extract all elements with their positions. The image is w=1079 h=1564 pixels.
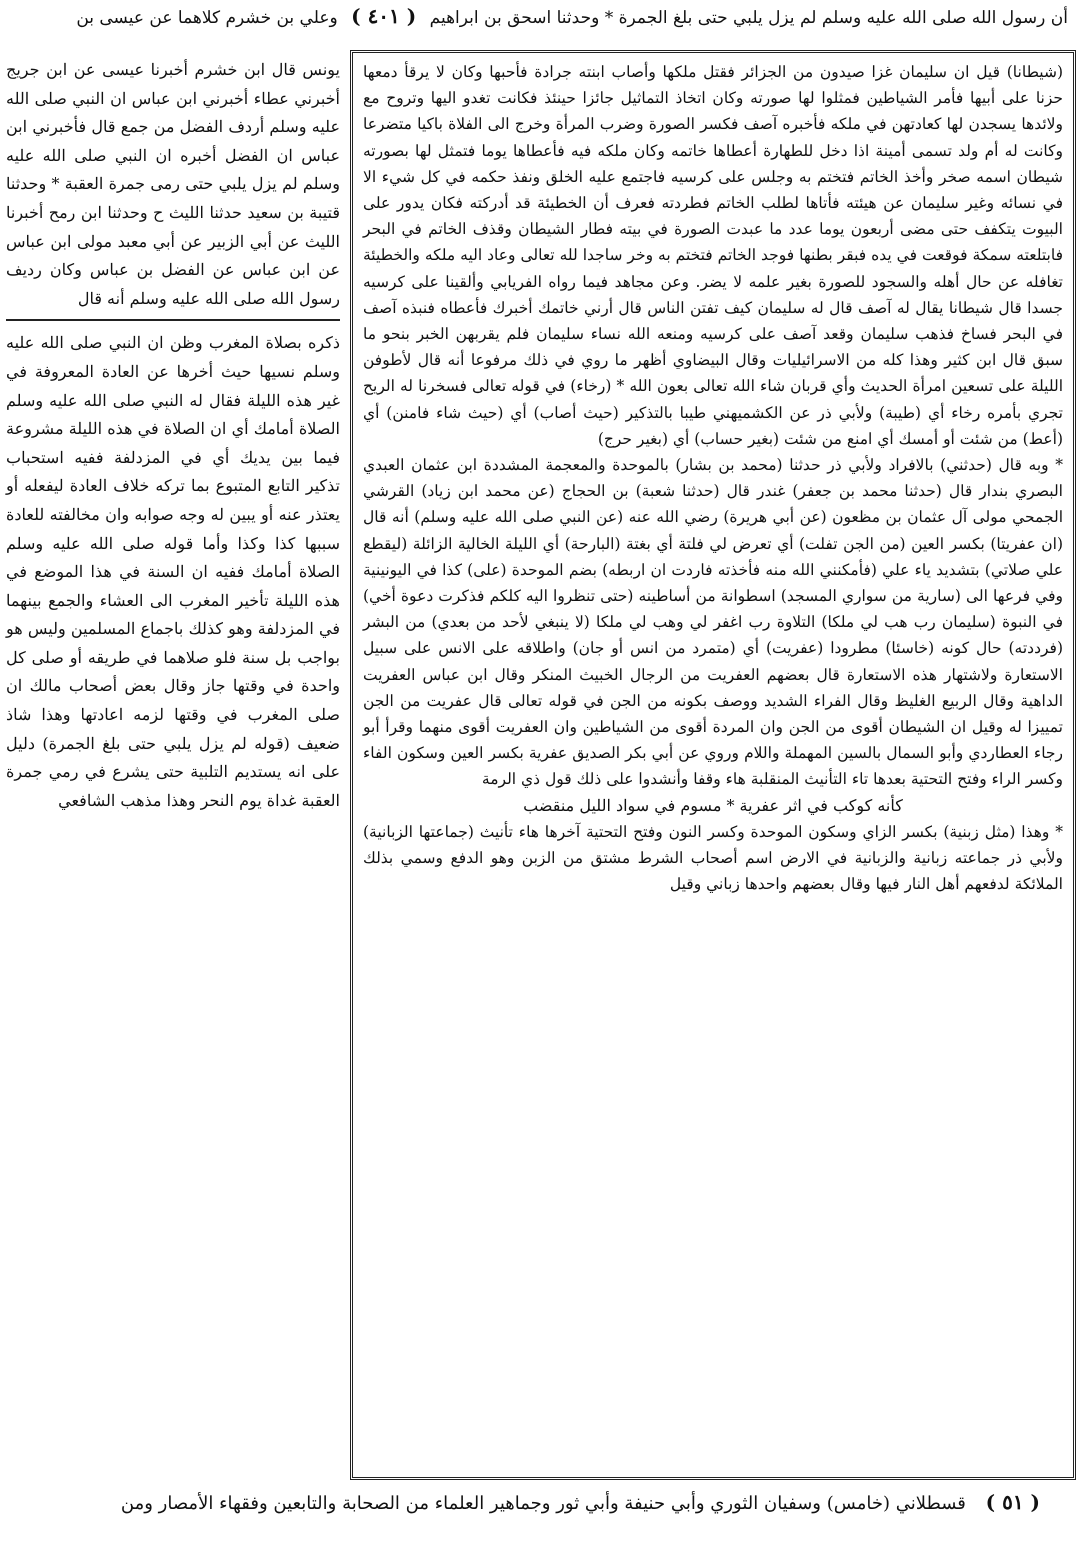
header-hadith-tail: وعلي بن خشرم كلاهما عن عيسى بن: [76, 8, 338, 28]
header-hadith-line: أن رسول الله صلى الله عليه وسلم لم يزل يلبي حتى بلغ الجمرة * وحدثنا اسحق بن ابراهيم: [429, 8, 1068, 28]
nawawi-commentary: ذكره بصلاة المغرب وظن ان النبي صلى الله عليه وسلم نسيها حيث أخرها عن العادة المعروفة في غير هذه الليلة فقال له النبي صلى الله عليه وسلم الصلاة أمامك أي ان الصلاة في هذه الليلة مشروعة فيما بين يديك أي في المزدلفة ففيه استحباب تذكير التابع المتبوع بما تركه خلاف العادة ليفعله أو يعتذر عنه أو يبين له وجه صوابه وان مخالفته للعادة سببها كذا وكذا وأما قوله صلى الله عليه وسلم الصلاة أمامك ففيه ان السنة في هذا الموضع في هذه الليلة تأخير المغرب الى العشاء والجمع بينهما في المزدلفة وهو كذلك باجماع المسلمين وليس هو بواجب بل سنة فلو صلاهما في طريقه أو صلى كل واحدة في وقتها جاز وقال بعض أصحاب مالك ان صلى المغرب في وقتها لزمه اعادتها وهذا شاذ ضعيف (قوله لم يزل يلبي حتى بلغ الجمرة) دليل على انه يستديم التلبية حتى يشرع في رمي جمرة العقبة غداة يوم النحر وهذا مذهب الشافعي: [6, 333, 340, 810]
footer-book-name: قسطلاني: [895, 1493, 966, 1514]
commentary-paragraph: * وهذا (مثل زبنية) بكسر الزاي وسكون الموحدة وكسر النون وفتح التحتية آخرها هاء تأنيث (جماعتها الزبانية) ولأبي ذر جماعته زبانية والزبانية في الارض اسم أصحاب الشرط مشتق من الزبن وهو الدفع وسمي بذلك الملائكة لدفعهم أهل النار فيها وقال بعضهم واحدها زباني وقيل: [363, 822, 1063, 894]
page-footer: [40, 1490, 1040, 1530]
commentary-frame: [350, 50, 1076, 1480]
hadith-text: يونس قال ابن خشرم أخبرنا عيسى عن ابن جريج أخبرني عطاء أخبرني ابن عباس ان النبي صلى الله عليه وسلم أردف الفضل من جمع قال فأخبرني ابن عباس ان الفضل أخبره ان النبي صلى الله عليه وسلم لم يزل يلبي حتى رمى جمرة العقبة * وحدثنا قتيبة بن سعيد حدثنا الليث ح وحدثنا ابن رمح أخبرنا الليث عن أبي الزبير عن أبي معبد مولى ابن عباس عن ابن عباس عن الفضل بن عباس وكان رديف رسول الله صلى الله عليه وسلم أنه قال: [6, 60, 340, 308]
commentary-paragraph: * وبه قال (حدثني) بالافراد ولأبي ذر حدثنا (محمد بن بشار) بالموحدة والمعجمة المشددة ابن عثمان العبدي البصري بندار قال (حدثنا محمد بن جعفر) غندر قال (حدثنا شعبة) بن الحجاج (عن محمد ابن زياد) القرشي الجمحي مولى آل عثمان بن مظعون (عن أبي هريرة) رضي الله عنه (عن النبي صلى الله عليه وسلم) أنه قال (ان عفريتا) بكسر العين (من الجن تفلت) أي تعرض لي فلتة أي بغتة (البارحة) أي الليلة الخالية الزائلة (ليقطع علي صلاتي) بتشديد ياء علي (فأمكنني الله منه فأخذته فاردت ان اربطه) بضم الموحدة (على) كذا في اليونينية وفي فرعها الى (سارية من سواري المسجد) اسطوانة من أساطينه (حتى تنظروا اليه كلكم فذكرت دعوة أخي) في النبوة (سليمان رب هب لي ملكا) التلاوة رب اغفر لي وهب لي ملكا (لا ينبغي لأحد من بعدي) من البشر (فرددته) حال كونه (خاسئا) مطرودا (عفريت) أي (متمرد من انس أو جان) واطلاقه على الانس على سبيل الاستعارة ولاشتهار هذه الاستعارة قال بعضهم العفريت من الرجال الخبيث المنكر وقال ابن عباس العفريت الداهية وقال الربيع الغليظ وقال الفراء الشديد ووصف بكونه من الجن في قوله تعالى قال عفريت من الجن تمييزا له وقيل ان الشيطان أقوى من الجن وان المردة أقوى من الشياطين وان العفريت أقوى منهما وقرأ أبو رجاء العطاردي وأبو السمال بالسين المهملة واللام وروي عن أبي بكر الصديق عفرية بكسر العين وسكون الفاء وكسر الراء وفتح التحتية بعدها تاء التأنيث المنقلبة هاء وقفا وأنشدوا على ذلك قول ذي الرمة: [363, 456, 1063, 789]
side-column: [6, 56, 340, 1476]
footer-volume: (خامس): [826, 1493, 890, 1514]
commentary-text: [363, 59, 1063, 898]
commentary-paragraph: (شيطانا) قيل ان سليمان غزا صيدون من الجزائر فقتل ملكها وأصاب ابنته جرادة فأحبها وكان لا يرقأ دمعها حزنا على أبيها فأمر الشياطين فمثلوا لها صورته وكان اتخاذ التماثيل جائزا حينئذ فكانت تغدو اليها وتروح مع ولائدها يسجدن لها كعادتهن في ملكه فأخبره آصف فكسر الصورة وضرب المرأة وخرج الى الفلاة باكيا متضرعا وكانت له أم ولد تسمى أمينة اذا دخل للطهارة أعطاها خاتمه وكان ملكه فيه فأعطاها يوما فتمثل لها بصورته شيطان اسمه صخر وأخذ الخاتم فتختم به وجلس على كرسيه فاجتمع عليه الخلق ونفذ حكمه في كل شيء الا في نسائه وغير سليمان عن هيئته فأتاها لطلب الخاتم فطردته فعرف أن الخطيئة قد أدركته فكان يدور على البيوت يتكفف حتى مضى أربعون يوما عدد ما عبدت الصورة في بيته فطار الشيطان وقذف الخاتم في البحر فابتلعته سمكة فوقعت في يده فبقر بطنها فوجد الخاتم فتختم به وخر ساجدا لله تعالى وعاد اليه ملكه والخطيئة تغافله عن حال أهله والسجود للصورة بغير علمه لا يضر. وعن مجاهد فيما رواه الفريابي وألقينا على كرسيه جسدا قال شيطانا يقال له آصف قال له سليمان كيف تفتن الناس قال أرني خاتمك أخبرك فأعطاه فنبذه آصف في البحر فساخ فذهب سليمان وقعد آصف على كرسيه ومنعه الله نساء سليمان فلم يقربهن الخبر بنحو ما سبق قال ابن كثير وهذا كله من الاسرائيليات وقال البيضاوي أظهر ما روي في ذلك مرفوعا أنه قال لأطوفن الليلة على تسعين امرأة الحديث وأي قربان شاء الله تعالى بعون الله * (رخاء) في قوله تعالى فسخرنا له الريح تجري بأمره رخاء أي (طيبة) ولأبي ذر عن الكشميهني طيبا بالتذكير (حيث أصاب) أي (حيث شاء فامنن) أي (أعط) من شئت أو أمسك أي امنع من شئت (بغير حساب) أي (بغير حرج): [363, 63, 1063, 448]
footer-text: وسفيان الثوري وأبي حنيفة وأبي ثور وجماهير العلماء من الصحابة والتابعين وفقهاء الأمصار ومن: [120, 1493, 821, 1514]
page-header: [12, 4, 1068, 54]
section-divider: [6, 319, 340, 321]
poetry-verse: كأنه كوكب في اثر عفرية * مسوم في سواد الليل منقضب: [523, 795, 903, 815]
footer-page-number: ( ٥١ ): [985, 1490, 1040, 1514]
page-number: ( ٤٠١ ): [351, 4, 417, 28]
